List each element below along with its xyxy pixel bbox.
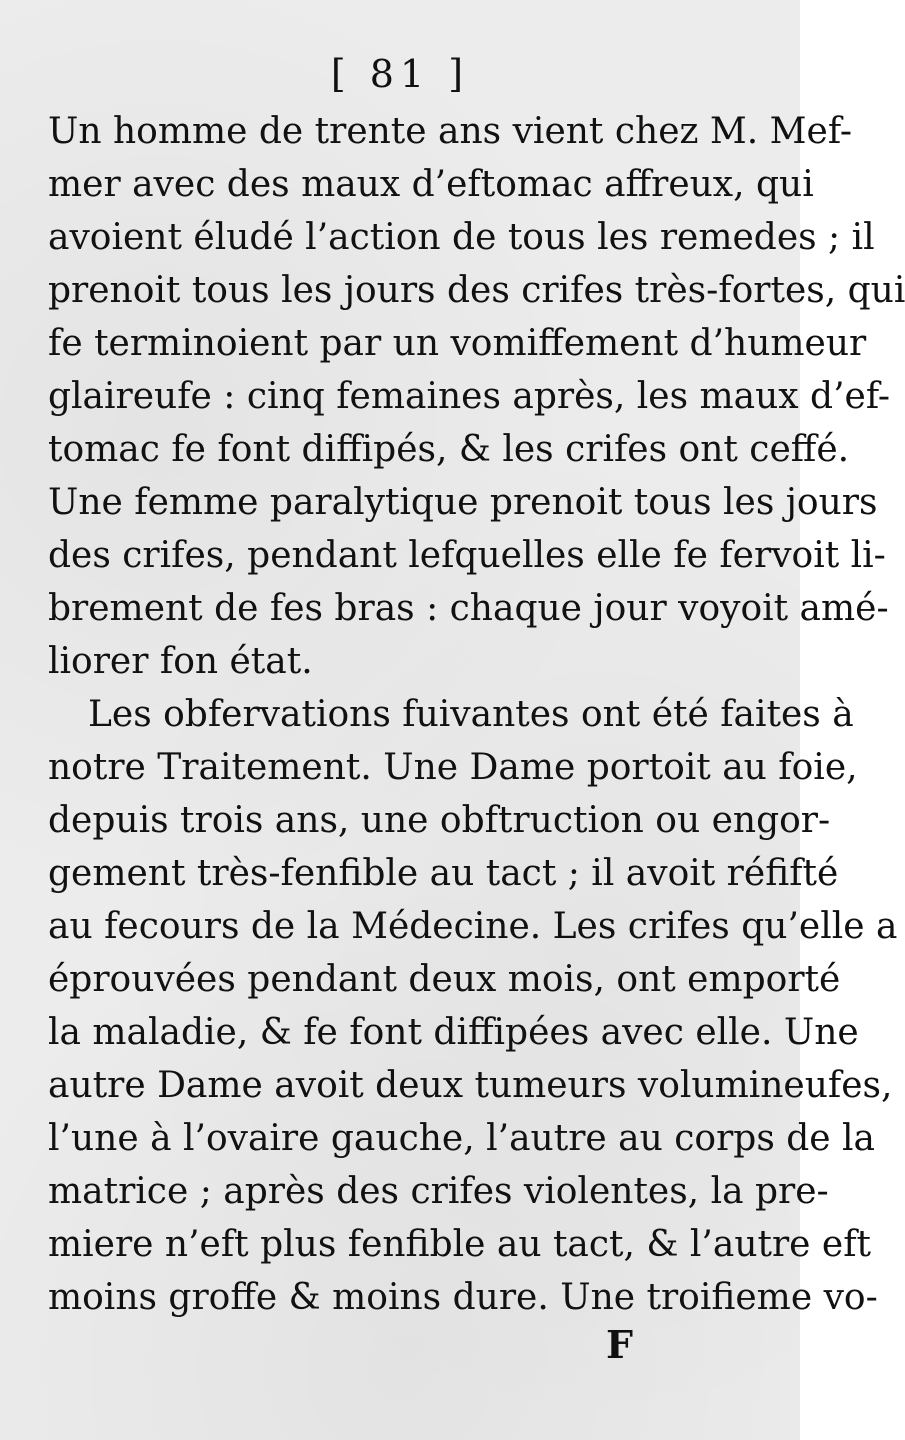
text-line: la maladie, & fe font diffipées avec elle. Une — [48, 1012, 859, 1053]
text-line: l’une à l’ovaire gauche, l’autre au corps de la — [48, 1118, 876, 1159]
text-line: gement très-fenfible au tact ; il avoit réfifté — [48, 853, 839, 894]
page-number: [ 81 ] — [330, 52, 470, 96]
text-line: des crifes, pendant lefquelles elle fe fervoit li- — [48, 535, 886, 576]
text-line: glaireufe : cinq femaines après, les maux d’ef- — [48, 376, 891, 417]
text-line: tomac fe font diffipés, & les crifes ont ceffé. — [48, 429, 850, 470]
text-line: avoient éludé l’action de tous les remedes ; il — [48, 217, 875, 258]
text-line: notre Traitement. Une Dame portoit au foie, — [48, 747, 858, 788]
text-line: matrice ; après des crifes violentes, la pre- — [48, 1171, 829, 1212]
text-line: depuis trois ans, une obftruction ou engor- — [48, 800, 831, 841]
text-line: éprouvées pendant deux mois, ont emporté — [48, 959, 841, 1000]
paragraph-first-line: Les obfervations fuivantes ont été faites à — [88, 694, 854, 735]
text-line: moins groffe & moins dure. Une troifieme vo- — [48, 1277, 878, 1318]
signature-mark: F — [606, 1322, 633, 1367]
text-line: Une femme paralytique prenoit tous les jours — [48, 482, 878, 523]
text-line: brement de fes bras : chaque jour voyoit amé- — [48, 588, 889, 629]
text-line: fe terminoient par un vomiffement d’humeur — [48, 323, 867, 364]
text-line: liorer fon état. — [48, 641, 313, 682]
text-line: prenoit tous les jours des crifes très-fortes, qui — [48, 270, 905, 311]
text-line: autre Dame avoit deux tumeurs volumineufes, — [48, 1065, 893, 1106]
text-line: miere n’eft plus fenfible au tact, & l’autre eft — [48, 1224, 872, 1265]
text-line: au fecours de la Médecine. Les crifes qu’elle a — [48, 906, 898, 947]
text-line: Un homme de trente ans vient chez M. Mef- — [48, 111, 853, 152]
text-line: mer avec des maux d’eftomac affreux, qui — [48, 164, 814, 205]
